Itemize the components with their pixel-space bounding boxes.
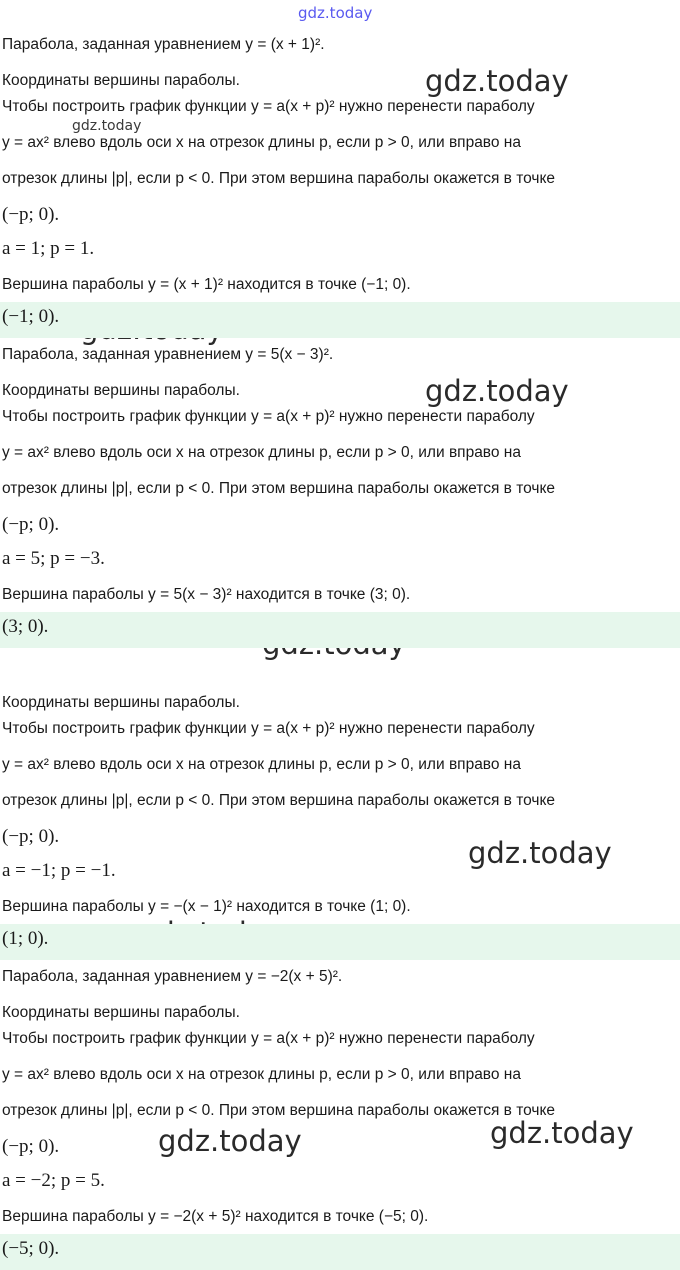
rule-line: Чтобы построить график функции y = a(x + p)² нужно перенести параболу: [2, 720, 535, 737]
params-line: a = −1; p = −1.: [2, 860, 116, 881]
rule-line: y = ax² влево вдоль оси x на отрезок длины p, если p > 0, или вправо на: [2, 444, 521, 461]
answer-value: (−5; 0).: [2, 1238, 60, 1259]
answer-value: (3; 0).: [2, 616, 49, 637]
params-line: a = −2; p = 5.: [2, 1170, 105, 1191]
rule-line: y = ax² влево вдоль оси x на отрезок длины p, если p > 0, или вправо на: [2, 134, 521, 151]
answer-box: [0, 924, 680, 960]
result-line: Вершина параболы y = −(x − 1)² находится в точке (1; 0).: [2, 898, 411, 915]
watermark-top: gdz.today: [298, 4, 373, 22]
result-line: Вершина параболы y = −2(x + 5)² находится в точке (−5; 0).: [2, 1208, 429, 1225]
params-line: a = 1; p = 1.: [2, 238, 95, 259]
step-heading: Координаты вершины параболы.: [2, 1004, 240, 1021]
watermark-small: gdz.today: [72, 118, 142, 134]
rule-line: (−p; 0).: [2, 204, 60, 225]
params-line: a = 5; p = −3.: [2, 548, 105, 569]
watermark: gdz.today: [490, 1116, 634, 1150]
rule-line: Чтобы построить график функции y = a(x + p)² нужно перенести параболу: [2, 98, 535, 115]
rule-line: Чтобы построить график функции y = a(x + p)² нужно перенести параболу: [2, 408, 535, 425]
rule-line: y = ax² влево вдоль оси x на отрезок длины p, если p > 0, или вправо на: [2, 1066, 521, 1083]
rule-line: Чтобы построить график функции y = a(x + p)² нужно перенести параболу: [2, 1030, 535, 1047]
problem-intro: Парабола, заданная уравнением y = 5(x − 3)².: [2, 346, 334, 363]
rule-line: отрезок длины |p|, если p < 0. При этом вершина параболы окажется в точке: [2, 170, 556, 187]
rule-line: отрезок длины |p|, если p < 0. При этом вершина параболы окажется в точке: [2, 792, 556, 809]
step-heading: Координаты вершины параболы.: [2, 694, 240, 711]
result-line: Вершина параболы y = 5(x − 3)² находится в точке (3; 0).: [2, 586, 411, 603]
problem-intro: Парабола, заданная уравнением y = −2(x + 5)².: [2, 968, 343, 985]
result-line: Вершина параболы y = (x + 1)² находится в точке (−1; 0).: [2, 276, 411, 293]
watermark: gdz.today: [158, 1124, 302, 1158]
step-heading: Координаты вершины параболы.: [2, 382, 240, 399]
rule-line: y = ax² влево вдоль оси x на отрезок длины p, если p > 0, или вправо на: [2, 756, 521, 773]
answer-value: (−1; 0).: [2, 306, 60, 327]
rule-line: (−p; 0).: [2, 1136, 60, 1157]
watermark: gdz.today: [425, 374, 569, 408]
watermark: gdz.today: [468, 836, 612, 870]
watermark: gdz.today: [425, 64, 569, 98]
answer-value: (1; 0).: [2, 928, 49, 949]
rule-line: отрезок длины |p|, если p < 0. При этом вершина параболы окажется в точке: [2, 1102, 556, 1119]
problem-intro: Парабола, заданная уравнением y = (x + 1)².: [2, 36, 325, 53]
step-heading: Координаты вершины параболы.: [2, 72, 240, 89]
answer-box: [0, 612, 680, 648]
rule-line: (−p; 0).: [2, 826, 60, 847]
answer-box: [0, 302, 680, 338]
rule-line: (−p; 0).: [2, 514, 60, 535]
rule-line: отрезок длины |p|, если p < 0. При этом вершина параболы окажется в точке: [2, 480, 556, 497]
answer-box: [0, 1234, 680, 1270]
